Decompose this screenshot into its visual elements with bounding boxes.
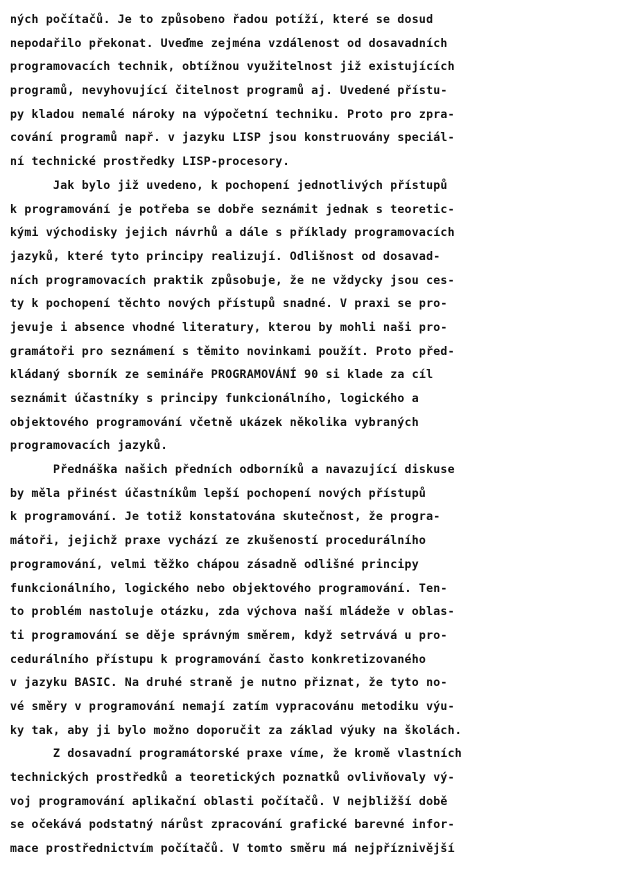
text-line: ní technické prostředky LISP-procesory. bbox=[10, 154, 290, 169]
text-line: jazyků, které tyto principy realizují. Odlišnost od dosavad- bbox=[10, 248, 441, 263]
text-line: Jak bylo již uvedeno, k pochopení jednotlivých přístupů bbox=[10, 177, 448, 192]
text-line: ních programovacích praktik způsobuje, že ne vždycky jsou ces- bbox=[10, 272, 455, 287]
text-line: mátoři, jejichž praxe vychází ze zkušeností procedurálního bbox=[10, 533, 427, 548]
text-line: ky tak, aby ji bylo možno doporučit za základ výuky na školách. bbox=[10, 722, 462, 737]
text-line: by měla přinést účastníkům lepší pochopení nových přístupů bbox=[10, 485, 427, 500]
text-line: py kladou nemalé nároky na výpočetní techniku. Proto pro zpra- bbox=[10, 106, 455, 121]
document-body bbox=[10, 8, 632, 861]
text-line: ty k pochopení těchto nových přístupů snadné. V praxi se pro- bbox=[10, 296, 448, 311]
text-line: cování programů např. v jazyku LISP jsou konstruovány speciál- bbox=[10, 130, 455, 145]
text-line: se očekává podstatný nárůst zpracování grafické barevné infor- bbox=[10, 817, 455, 832]
text-line: jevuje i absence vhodné literatury, kterou by mohli naši pro- bbox=[10, 319, 448, 334]
text-line: kými východisky jejich návrhů a dále s příklady programovacích bbox=[10, 225, 455, 240]
text-line: programovacích technik, obtížnou využitelnost již existujících bbox=[10, 59, 455, 74]
text-line: voj programování aplikační oblasti počítačů. V nejbližší době bbox=[10, 793, 448, 808]
text-line: programování, velmi těžko chápou zásadně odlišné principy bbox=[10, 556, 419, 571]
text-line: Přednáška našich předních odborníků a navazující diskuse bbox=[10, 462, 455, 477]
text-line: kládaný sborník ze semináře PROGRAMOVÁNÍ 90 si klade za cíl bbox=[10, 367, 434, 382]
text-line: Z dosavadní programátorské praxe víme, že kromě vlastních bbox=[10, 746, 462, 761]
text-line: v jazyku BASIC. Na druhé straně je nutno přiznat, že tyto no- bbox=[10, 675, 448, 690]
text-line: technických prostředků a teoretických poznatků ovlivňovaly vý- bbox=[10, 770, 455, 784]
text-line: vé směry v programování nemají zatím vypracovánu metodiku výu- bbox=[10, 698, 455, 713]
text-line: k programování je potřeba se dobře seznámit jednak s teoretic- bbox=[10, 201, 455, 216]
text-line: seznámit účastníky s principy funkcionálního, logického a bbox=[10, 391, 419, 405]
text-line: programů, nevyhovující čitelnost programů aj. Uvedené přístu- bbox=[10, 83, 448, 98]
text-line: cedurálního přístupu k programování často konkretizovaného bbox=[10, 651, 427, 666]
text-line: to problém nastoluje otázku, zda výchova naší mládeže v oblas- bbox=[10, 604, 455, 619]
text-line: mace prostřednictvím počítačů. V tomto směru má nejpříznivější bbox=[10, 841, 455, 856]
text-line: funkcionálního, logického nebo objektového programování. Ten- bbox=[10, 580, 448, 595]
text-line: ti programování se děje správným směrem, když setrvává u pro- bbox=[10, 627, 448, 642]
text-line: nepodařilo překonat. Uveďme zejména vzdálenost od dosavadních bbox=[10, 35, 448, 50]
text-line: gramátoři pro seznámení s těmito novinkami použít. Proto před- bbox=[10, 343, 455, 358]
text-line: k programování. Je totiž konstatována skutečnost, že progra- bbox=[10, 509, 441, 524]
text-line: programovacích jazyků. bbox=[10, 438, 168, 453]
text-line: objektového programování včetně ukázek několika vybraných bbox=[10, 414, 419, 429]
text-line: ných počítačů. Je to způsobeno řadou potíží, které se dosud bbox=[10, 12, 434, 26]
